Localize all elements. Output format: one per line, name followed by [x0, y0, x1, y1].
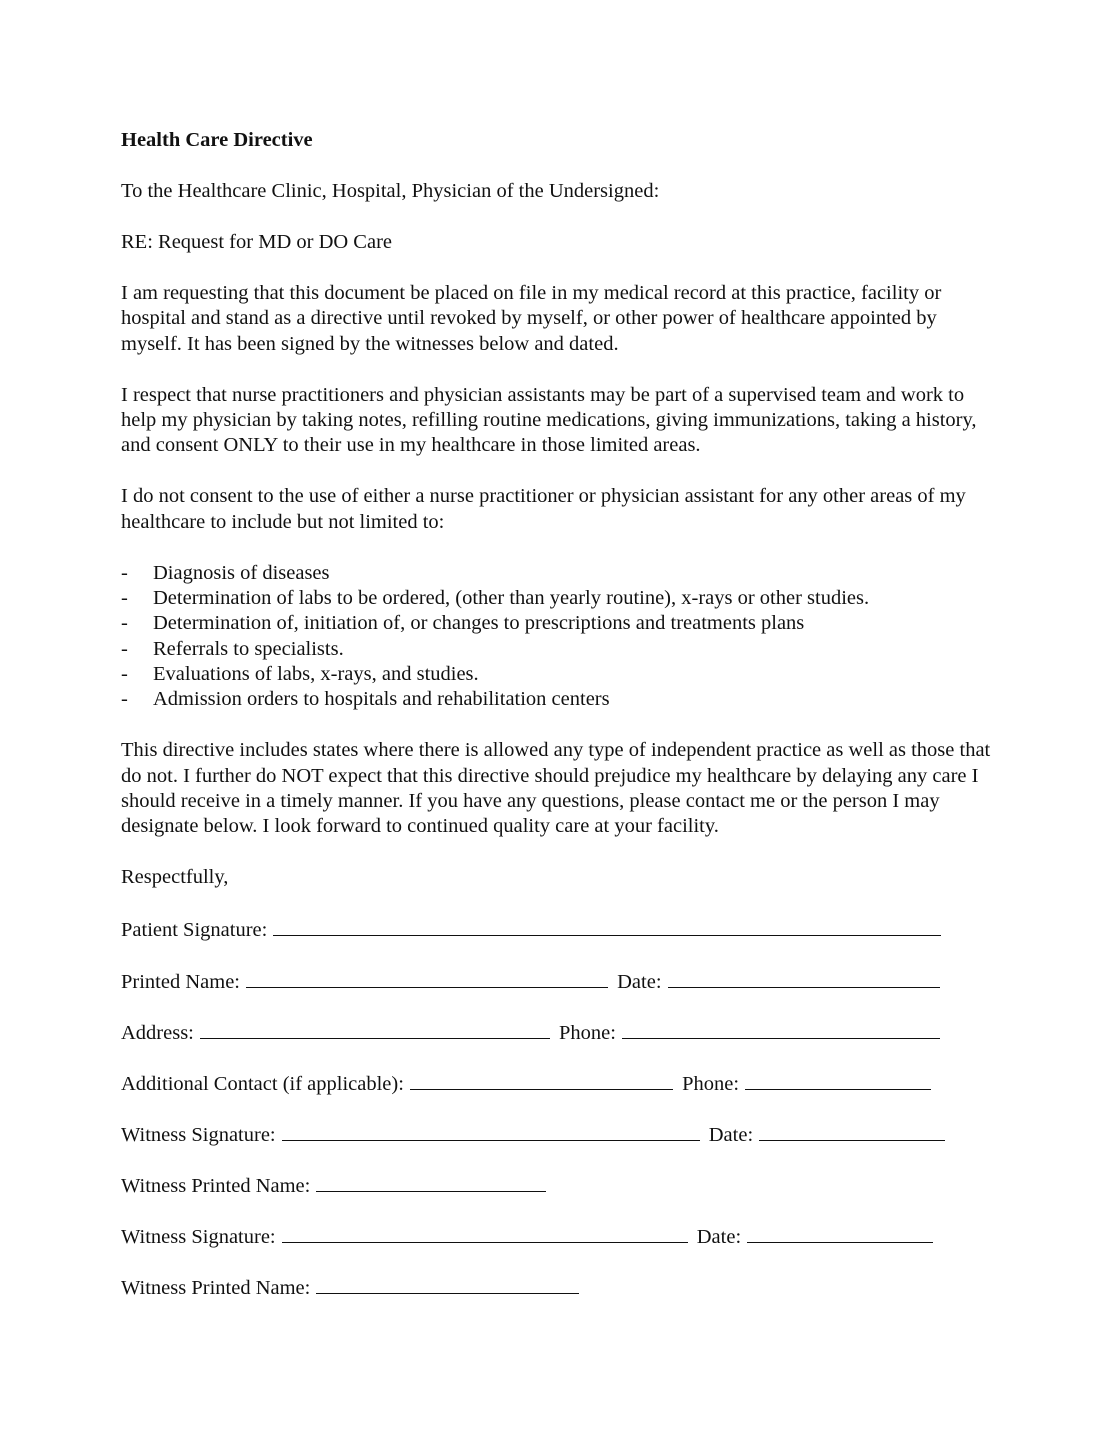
witness-signature-row [121, 1223, 991, 1248]
phone-blank[interactable] [622, 1019, 940, 1039]
date-blank[interactable] [759, 1121, 945, 1141]
list-item: - Admission orders to hospitals and rehabilitation centers [121, 687, 991, 712]
additional-contact-row [121, 1070, 991, 1095]
list-item: - Diagnosis of diseases [121, 561, 991, 586]
date-blank[interactable] [668, 968, 940, 988]
paragraph-respect: I respect that nurse practitioners and physician assistants may be part of a supervised team and work to help my physician by taking notes, refilling routine medications, giving immunizations, taking a history, and consent ONLY to their use in my healthcare in those limited areas. [121, 383, 977, 457]
additional-contact-label: Additional Contact (if applicable): [121, 1072, 404, 1095]
document-page [121, 128, 991, 1299]
excluded-areas-list [121, 561, 991, 713]
address-blank[interactable] [200, 1019, 550, 1039]
witness-signature-label: Witness Signature: [121, 1123, 276, 1146]
witness-printed-name-label: Witness Printed Name: [121, 1277, 311, 1300]
date-label: Date: [617, 970, 662, 993]
witness-printed-name-blank[interactable] [316, 1172, 546, 1192]
phone-blank[interactable] [745, 1070, 931, 1090]
list-dash: - [121, 662, 128, 685]
printed-name-row [121, 968, 991, 993]
paragraph-no-consent: I do not consent to the use of either a nurse practitioner or physician assistant for any other areas of my healthcare to include but not limited to: [121, 485, 966, 533]
signoff: Respectfully, [121, 866, 229, 889]
list-item: - Determination of, initiation of, or changes to prescriptions and treatments plans [121, 611, 991, 636]
list-dash: - [121, 587, 128, 610]
address-label: Address: [121, 1021, 194, 1044]
list-dash: - [121, 688, 128, 711]
date-label: Date: [696, 1225, 742, 1248]
patient-signature-row [121, 916, 991, 941]
additional-contact-blank[interactable] [410, 1070, 673, 1090]
printed-name-blank[interactable] [246, 968, 608, 988]
phone-label: Phone: [682, 1072, 740, 1095]
list-item: - Evaluations of labs, x-rays, and studies. [121, 662, 991, 687]
witness-printed-name-label: Witness Printed Name: [121, 1174, 311, 1197]
patient-signature-label: Patient Signature: [121, 919, 268, 942]
paragraph-request: I am requesting that this document be placed on file in my medical record at this practice, facility or hospital and stand as a directive until revoked by myself, or other power of healthcare appointed by myself. It has been signed by the witnesses below and dated. [121, 281, 942, 355]
witness-signature-label: Witness Signature: [121, 1225, 276, 1248]
list-dash: - [121, 637, 128, 660]
salutation: To the Healthcare Clinic, Hospital, Physician of the Undersigned: [121, 179, 660, 202]
date-blank[interactable] [747, 1223, 933, 1243]
list-dash: - [121, 561, 128, 584]
re-line: RE: Request for MD or DO Care [121, 230, 393, 253]
witness-signature-row [121, 1121, 991, 1146]
witness-printed-name-blank[interactable] [316, 1274, 579, 1294]
list-item: - Referrals to specialists. [121, 637, 991, 662]
printed-name-label: Printed Name: [121, 970, 240, 993]
list-dash: - [121, 612, 128, 635]
witness-signature-blank[interactable] [282, 1223, 688, 1243]
address-row [121, 1019, 991, 1044]
witness-printed-name-row [121, 1274, 991, 1299]
paragraph-closing: This directive includes states where there is allowed any type of independent practice as well as those that do not. I further do NOT expect that this directive should prejudice my healthcare by delaying any care I should receive in a timely manner. If you have any questions, please contact me or the person I may designate below. I look forward to continued quality care at your facility. [121, 739, 991, 838]
date-label: Date: [708, 1123, 754, 1146]
document-title: Health Care Directive [121, 129, 313, 151]
witness-signature-blank[interactable] [282, 1121, 700, 1141]
patient-signature-blank[interactable] [273, 916, 941, 936]
witness-printed-name-row [121, 1172, 991, 1197]
phone-label: Phone: [559, 1021, 616, 1044]
list-item: - Determination of labs to be ordered, (other than yearly routine), x-rays or other studies. [121, 586, 991, 611]
